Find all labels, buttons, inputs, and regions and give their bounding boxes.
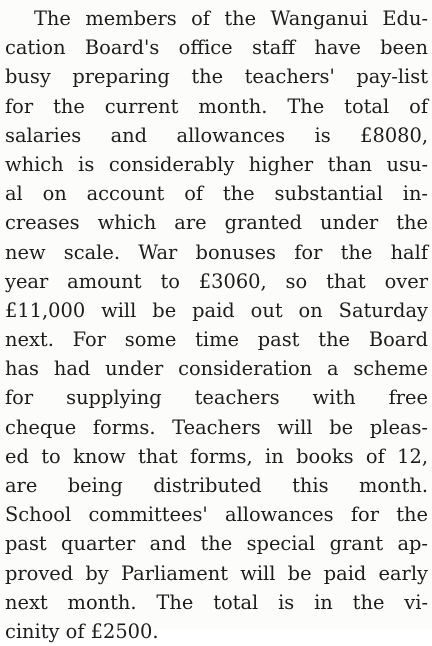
article-line: for the current month. The total of — [5, 94, 428, 118]
article-line: £11,000 will be paid out on Saturday — [5, 298, 428, 322]
article-line: cinity of £2500. — [5, 619, 159, 643]
article-line: School committees' allowances for the — [5, 503, 428, 527]
article-line: for supplying teachers with free — [5, 386, 428, 410]
article-line: cation Board's office staff have been — [5, 36, 428, 60]
article-line: proved by Parliament will be paid early — [5, 561, 428, 585]
article-line: next. For some time past the Board — [5, 328, 428, 352]
article-line: year amount to £3060, so that over — [5, 269, 428, 293]
article-line: busy preparing the teachers' pay-list — [5, 65, 428, 89]
article-line: which is considerably higher than usu- — [5, 152, 428, 176]
article-line: The members of the Wanganui Edu- — [34, 7, 428, 30]
article-line: past quarter and the special grant ap- — [5, 532, 428, 556]
article-line: next month. The total is in the vi- — [5, 590, 428, 614]
article-line: ed to know that forms, in books of 12, — [5, 444, 428, 468]
article-line: are being distributed this month. — [5, 474, 428, 497]
article-line: cheque forms. Teachers will be pleas- — [5, 415, 428, 439]
article-line: has had under consideration a scheme — [5, 357, 428, 381]
article-line: salaries and allowances is £8080, — [5, 123, 428, 147]
article-line: al on account of the substantial in- — [5, 182, 428, 206]
article-line: creases which are granted under the — [5, 211, 428, 235]
article-line: new scale. War bonuses for the half — [5, 240, 428, 264]
